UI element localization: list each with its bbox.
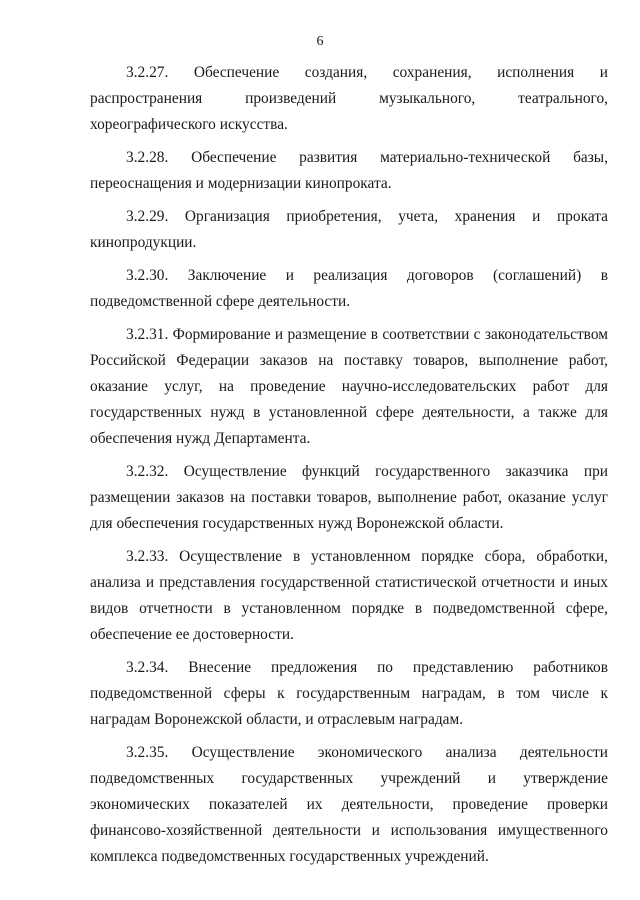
page-number: 6	[316, 34, 324, 49]
paragraph-3-2-27: 3.2.27. Обеспечение создания, сохранения, исполнения и распространения произведений музыкального, театрального, хореографического искусства.	[90, 64, 608, 133]
paragraph-3-2-33: 3.2.33. Осуществление в установленном порядке сбора, обработки, анализа и представления государственной статистической отчетности и иных видов отчетности в установленном порядке в подведомственной сфере, обеспечение ее достоверности.	[90, 548, 608, 643]
paragraph-3-2-30: 3.2.30. Заключение и реализация договоров (соглашений) в подведомственной сфере деятельности.	[90, 267, 608, 310]
paragraph-3-2-32: 3.2.32. Осуществление функций государственного заказчика при размещении заказов на поставки товаров, выполнение работ, оказание услуг для обеспечения государственных нужд Воронежской области.	[90, 463, 608, 532]
document-body	[90, 60, 608, 877]
paragraph-3-2-31: 3.2.31. Формирование и размещение в соответствии с законодательством Российской Федерации заказов на поставку товаров, выполнение работ, оказание услуг, на проведение научно-исследовательских работ для государственных нужд в установленной сфере деятельности, а также для обеспечения нужд Департамента.	[90, 326, 608, 447]
paragraph-3-2-35: 3.2.35. Осуществление экономического анализа деятельности подведомственных государственных учреждений и утверждение экономических показателей их деятельности, проведение проверки финансово-хозяйственной деятельности и использования имущественного комплекса подведомственных государственных учреждений.	[90, 744, 608, 865]
paragraph-3-2-29: 3.2.29. Организация приобретения, учета, хранения и проката кинопродукции.	[90, 208, 608, 251]
paragraph-3-2-28: 3.2.28. Обеспечение развития материально-технической базы, переоснащения и модернизации кинопроката.	[90, 149, 608, 192]
paragraph-3-2-34: 3.2.34. Внесение предложения по представлению работников подведомственной сферы к государственным наградам, в том числе к наградам Воронежской области, и отраслевым наградам.	[90, 659, 608, 728]
